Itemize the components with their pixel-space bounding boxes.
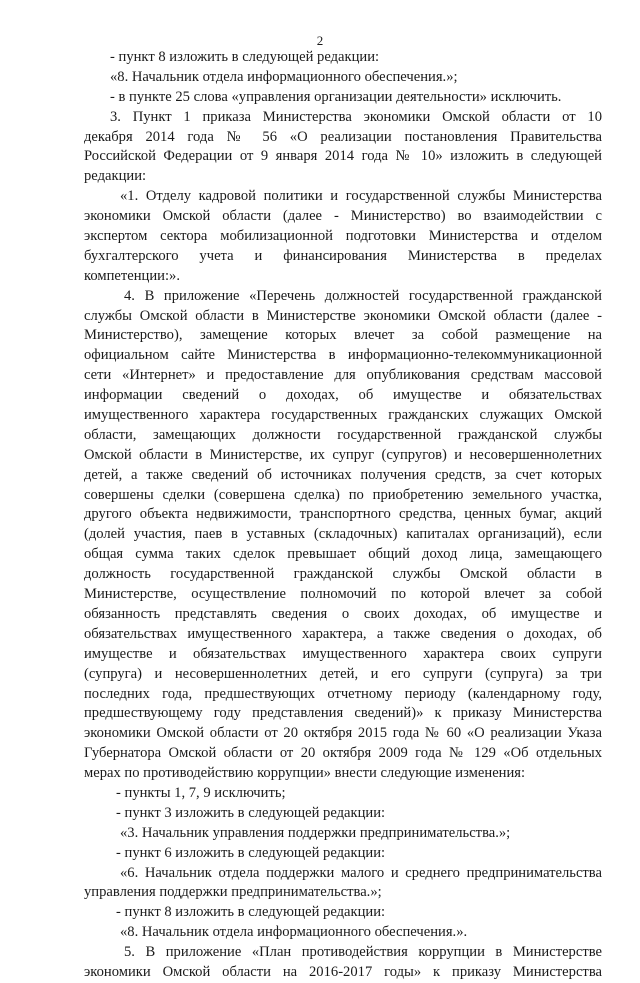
- text-line: Омской области в Министерстве, их супруг (супругов) и несовершеннолетних: [84, 446, 602, 463]
- text-line: имуществе и обязательствах имущественного характера своих супруги: [84, 645, 602, 662]
- text-line: предшествующему году представления сведений)» к приказу Министерства: [84, 705, 602, 722]
- text-line: 4. В приложение «Перечень должностей государственной гражданской: [124, 287, 602, 304]
- text-line: «1. Отделу кадровой политики и государственной службы Министерства: [120, 188, 602, 205]
- text-line: официальном сайте Министерства в информационно-телекоммуникационной: [84, 347, 602, 364]
- text-line: редакции:: [84, 168, 147, 185]
- text-line: Российской Федерации от 9 января 2014 года № 10» изложить в следующей: [84, 148, 602, 165]
- text-line: - в пункте 25 слова «управления организации деятельности» исключить.: [110, 88, 562, 105]
- text-line: - пункты 1, 7, 9 исключить;: [116, 784, 286, 801]
- text-line: области, замещающих должности государственной гражданской службы: [84, 426, 602, 443]
- text-line: управления поддержки предпринимательства.»;: [84, 884, 382, 901]
- text-line: - пункт 8 изложить в следующей редакции:: [110, 49, 380, 65]
- text-line: мерах по противодействию коррупции» внести следующие изменения:: [84, 765, 526, 782]
- text-line: Министерство), замещение которых влечет за собой размещение на: [84, 327, 602, 344]
- text-line: должность государственной гражданской службы Омской области в: [84, 566, 602, 583]
- text-line: (супруга) и несовершеннолетних детей, и его супруги (супруга) за три: [84, 665, 602, 682]
- text-line: бухгалтерского учета и финансирования Министерства в пределах: [84, 247, 602, 264]
- text-line: 3. Пункт 1 приказа Министерства экономики Омской области от 10: [110, 108, 602, 125]
- text-line: экономики Омской области на 2016-2017 годы» к приказу Министерства: [84, 963, 602, 980]
- text-line: общая сумма таких сделок превышает общий доход лица, замещающего: [84, 546, 602, 563]
- text-line: экспертом сектора мобилизационной подготовки Министерства и отделом: [84, 228, 602, 245]
- text-line: Министерстве, осуществление полномочий по которой влечет за собой: [84, 586, 602, 603]
- text-line: - пункт 6 изложить в следующей редакции:: [116, 844, 386, 861]
- text-line: «8. Начальник отдела информационного обеспечения.».: [120, 924, 468, 941]
- text-line: Губернатора Омской области от 20 октября 2009 года № 129 «Об отдельных: [84, 745, 602, 762]
- text-line: 5. В приложение «План противодействия коррупции в Министерстве: [124, 944, 602, 961]
- text-line: «6. Начальник отдела поддержки малого и среднего предпринимательства: [120, 864, 602, 881]
- page-number: 2: [316, 33, 324, 48]
- text-line: имущественного характера государственных гражданских служащих Омской: [84, 407, 602, 424]
- text-line: информации сведений о доходах, об имуществе и обязательствах: [84, 387, 602, 404]
- text-line: службы Омской области в Министерстве экономики Омской области (далее -: [84, 307, 602, 324]
- text-line: декабря 2014 года № 56 «О реализации постановления Правительства: [84, 128, 602, 145]
- text-line: - пункт 3 изложить в следующей редакции:: [116, 804, 386, 821]
- text-line: обязанность представлять сведения о своих доходах, об имуществе и: [84, 605, 602, 622]
- text-line: экономики Омской области (далее - Министерство) во взаимодействии с: [84, 208, 602, 225]
- text-line: «8. Начальник отдела информационного обеспечения.»;: [110, 68, 458, 85]
- document-body: [84, 48, 602, 983]
- text-line: - пункт 8 изложить в следующей редакции:: [116, 904, 386, 921]
- text-line: (долей участия, паев в уставных (складочных) капиталах организаций), если: [84, 526, 602, 543]
- text-line: «3. Начальник управления поддержки предпринимательства.»;: [120, 824, 511, 841]
- text-line: экономики Омской области от 20 октября 2015 года № 60 «О реализации Указа: [84, 725, 602, 742]
- text-line: последних года, предшествующих отчетному периоду (календарному году,: [84, 685, 602, 702]
- text-line: другого объекта недвижимости, транспортного средства, ценных бумаг, акций: [84, 506, 602, 523]
- text-line: компетенции:».: [84, 267, 180, 284]
- text-line: сети «Интернет» и предоставление для опубликования средствам массовой: [84, 367, 602, 384]
- text-line: обязательствах имущественного характера, а также сведения о доходах, об: [84, 625, 602, 642]
- text-line: совершены сделки (совершена сделка) по приобретению земельного участка,: [84, 486, 602, 503]
- text-line: детей, а также сведений об источниках получения средств, за счет которых: [84, 466, 602, 483]
